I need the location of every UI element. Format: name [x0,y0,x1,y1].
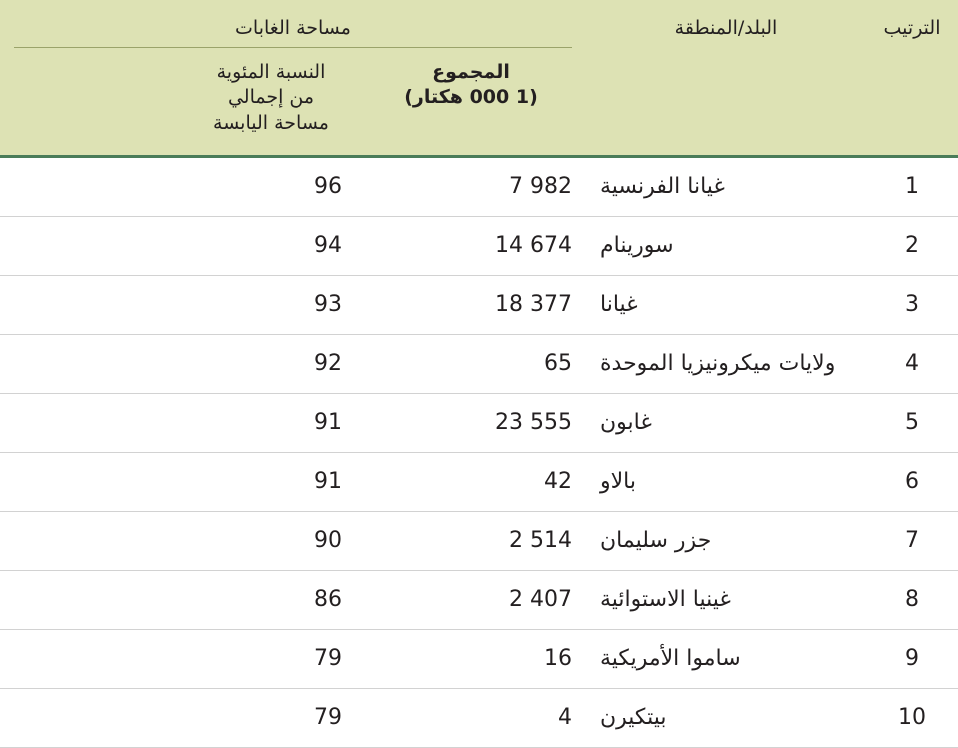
cell-rank: 10 [866,688,958,747]
cell-total: 14 674 [356,216,586,275]
cell-country: غابون [586,393,866,452]
table-row [0,334,958,393]
cell-total: 18 377 [356,275,586,334]
cell-rank: 9 [866,629,958,688]
cell-total: 23 555 [356,393,586,452]
cell-spacer [0,393,186,452]
table-row [0,629,958,688]
header-country-label: البلد/المنطقة [674,17,778,39]
cell-spacer [0,275,186,334]
cell-percent: 79 [186,629,356,688]
cell-percent: 94 [186,216,356,275]
cell-spacer [0,511,186,570]
header-total-line2: (1 000 هكتار) [404,86,538,109]
cell-country: غيانا الفرنسية [586,158,866,217]
header-forest-area-group [0,0,586,48]
table-row [0,158,958,217]
cell-country: جزر سليمان [586,511,866,570]
header-total [356,48,586,155]
table-row [0,511,958,570]
cell-country: ولايات ميكرونيزيا الموحدة [586,334,866,393]
header-percent [186,48,356,155]
cell-rank: 7 [866,511,958,570]
table-body [0,158,958,748]
header-country [586,0,866,155]
header-percent-line3: مساحة اليابسة [213,111,329,134]
table-row [0,452,958,511]
cell-spacer [0,688,186,747]
cell-total: 2 514 [356,511,586,570]
cell-total: 65 [356,334,586,393]
table-header [0,0,958,158]
cell-percent: 91 [186,393,356,452]
cell-total: 2 407 [356,570,586,629]
cell-total: 7 982 [356,158,586,217]
header-percent-line2: من إجمالي [227,86,315,109]
table-row [0,688,958,747]
table-row [0,275,958,334]
cell-rank: 2 [866,216,958,275]
cell-country: سورينام [586,216,866,275]
cell-total: 16 [356,629,586,688]
cell-country: غينيا الاستوائية [586,570,866,629]
cell-country: بالاو [586,452,866,511]
cell-spacer [0,570,186,629]
table-row [0,216,958,275]
cell-spacer [0,452,186,511]
cell-percent: 96 [186,158,356,217]
cell-rank: 1 [866,158,958,217]
cell-percent: 86 [186,570,356,629]
header-spacer [0,48,186,155]
header-rank-label: الترتيب [883,17,941,39]
cell-rank: 6 [866,452,958,511]
cell-percent: 91 [186,452,356,511]
cell-spacer [0,629,186,688]
cell-total: 4 [356,688,586,747]
table-row [0,393,958,452]
cell-rank: 8 [866,570,958,629]
cell-rank: 4 [866,334,958,393]
cell-country: بيتكيرن [586,688,866,747]
header-rank [866,0,958,155]
table-row [0,570,958,629]
header-percent-line1: النسبة المئوية [216,60,326,83]
cell-spacer [0,216,186,275]
cell-spacer [0,334,186,393]
header-forest-area-label: مساحة الغابات [235,17,351,39]
cell-rank: 3 [866,275,958,334]
cell-spacer [0,158,186,217]
cell-percent: 92 [186,334,356,393]
cell-percent: 93 [186,275,356,334]
cell-percent: 79 [186,688,356,747]
cell-country: غيانا [586,275,866,334]
cell-total: 42 [356,452,586,511]
cell-rank: 5 [866,393,958,452]
header-total-line1: المجموع [432,60,510,83]
cell-country: ساموا الأمريكية [586,629,866,688]
cell-percent: 90 [186,511,356,570]
